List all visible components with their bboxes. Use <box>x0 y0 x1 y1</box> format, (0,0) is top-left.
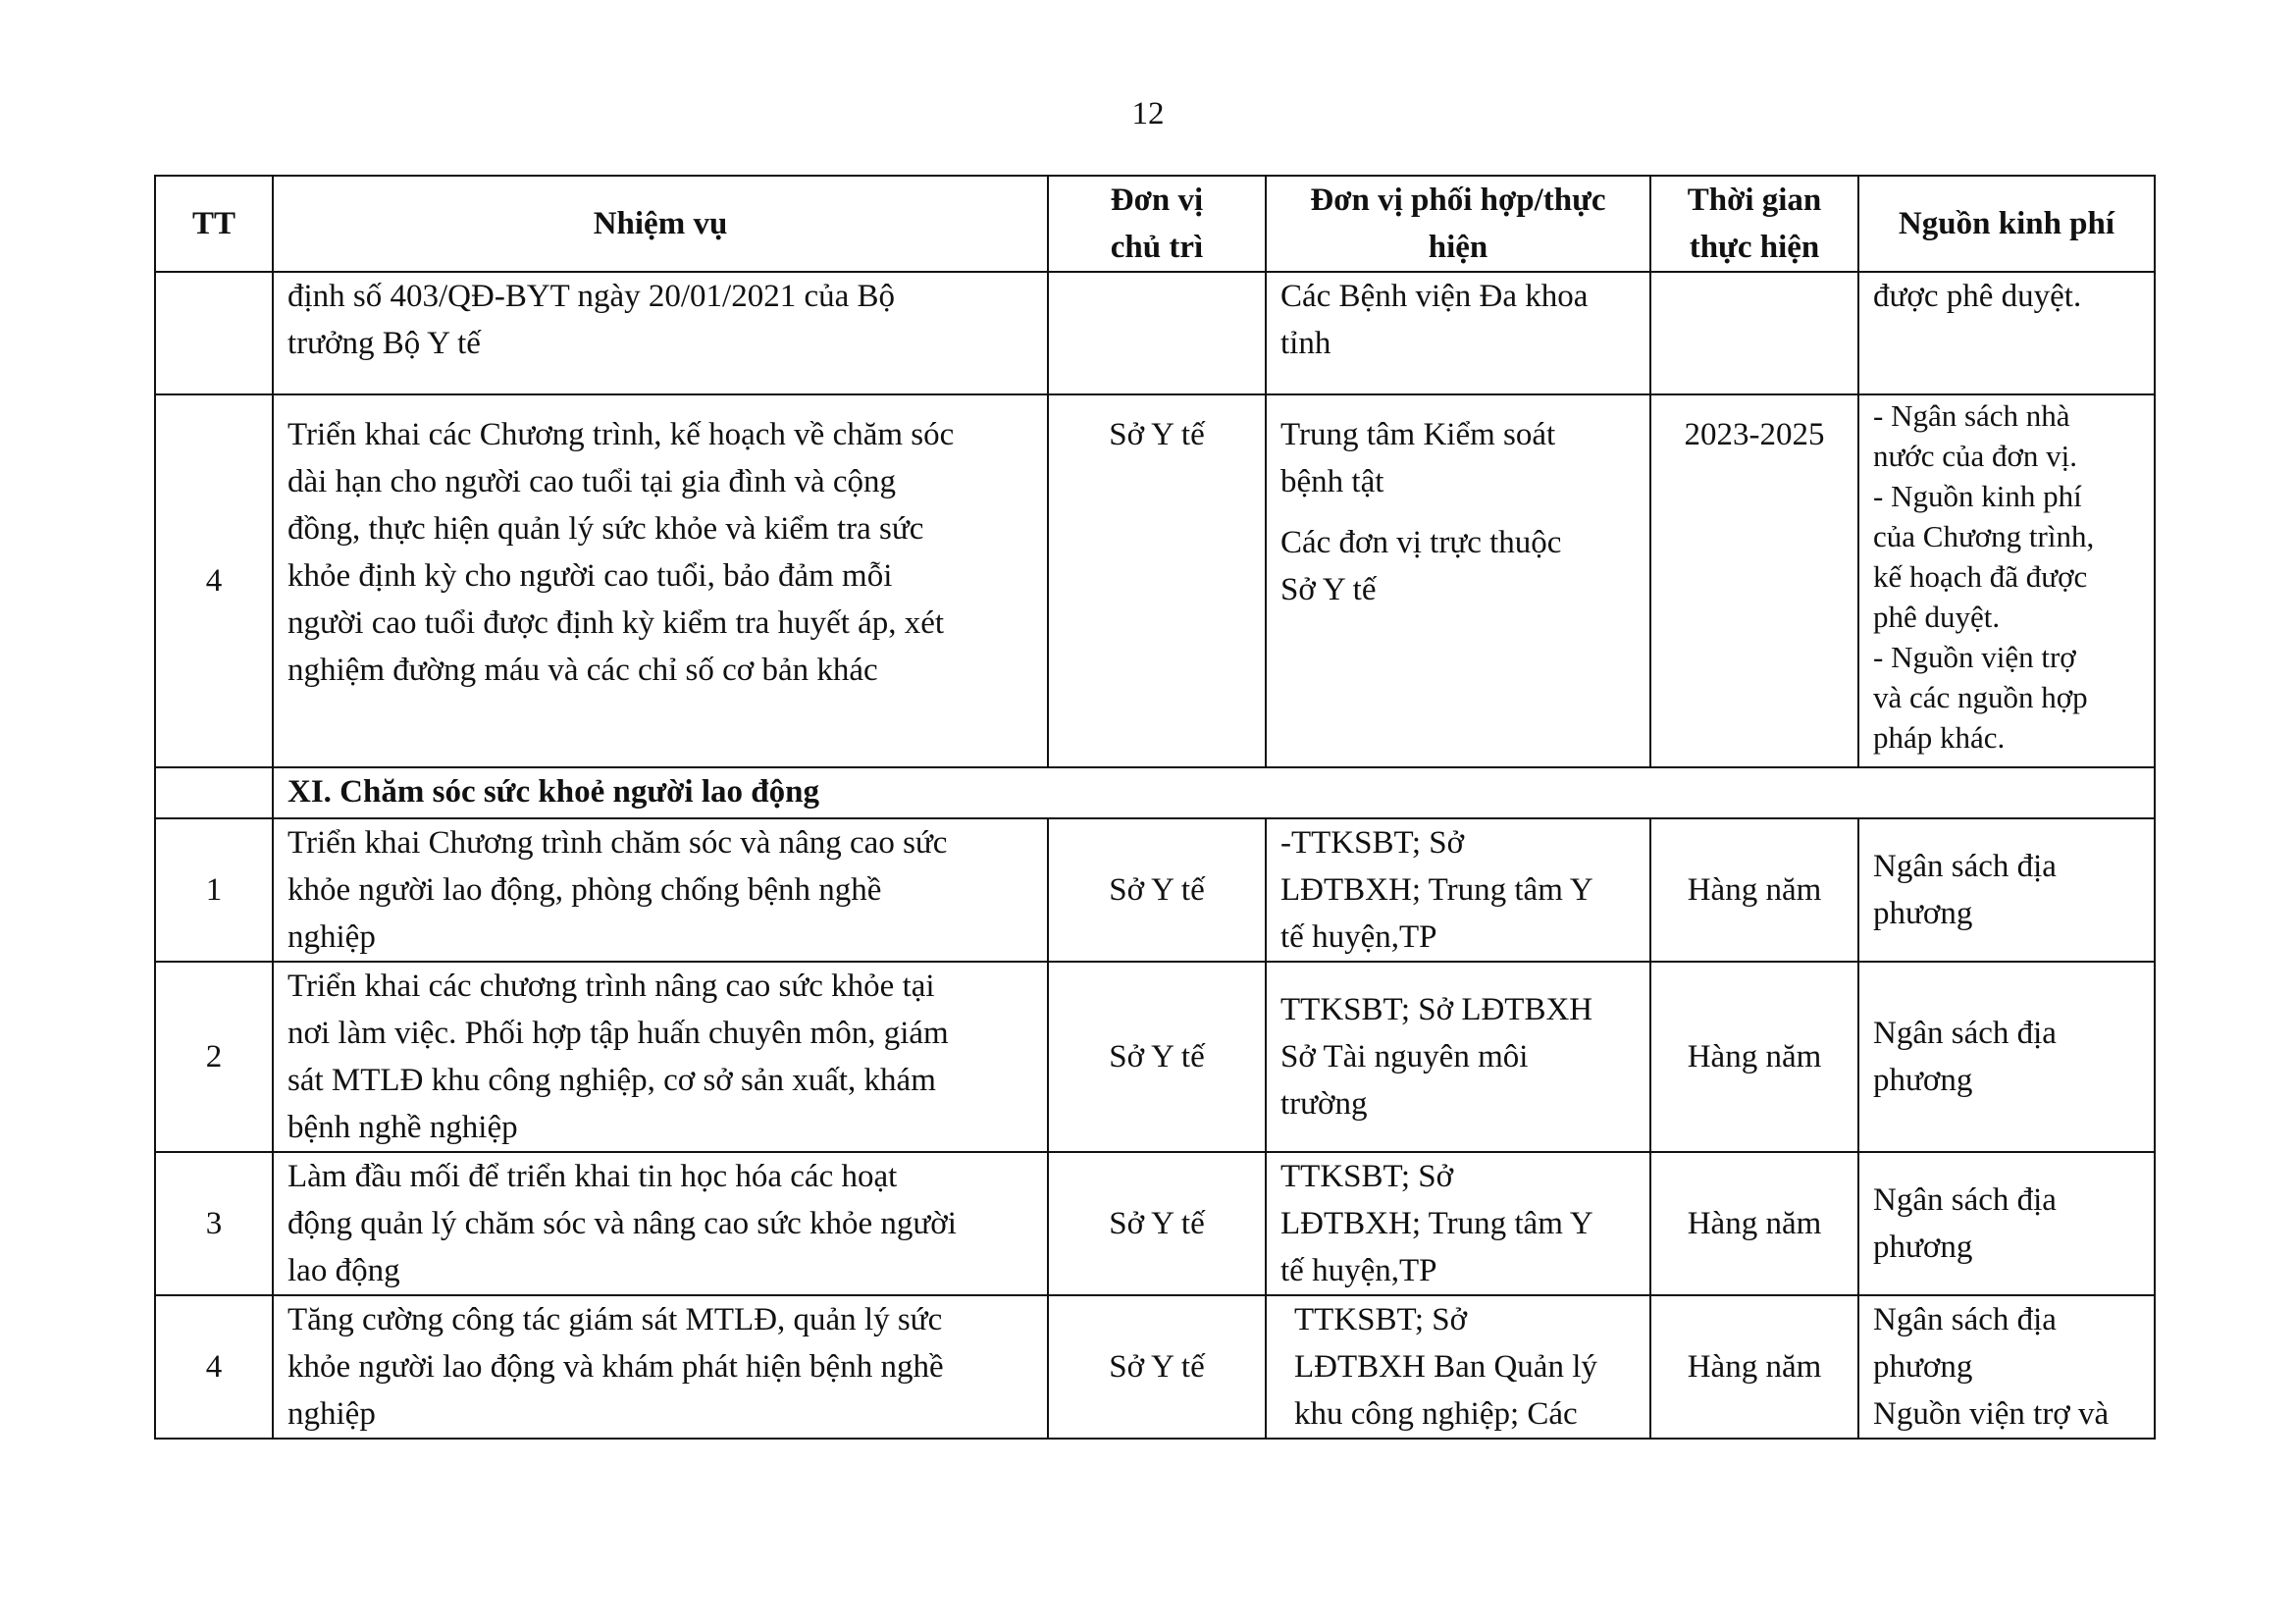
table-row-continued <box>155 272 2155 394</box>
coop-line: Sở Tài nguyên môi <box>1280 1039 1529 1074</box>
fund-line: - Nguồn kinh phí <box>1873 479 2082 513</box>
cell-fund <box>1858 818 2155 962</box>
cell-coop <box>1266 1152 1650 1295</box>
cell-coop <box>1266 394 1650 767</box>
task-line: Triển khai các Chương trình, kế hoạch về chăm sóc <box>287 417 955 452</box>
cell-lead: Sở Y tế <box>1048 1295 1266 1439</box>
cell-time: 2023-2025 <box>1650 394 1858 767</box>
fund-line: Ngân sách địa <box>1873 849 2057 884</box>
task-line: nghiệm đường máu và các chỉ số cơ bản khác <box>287 653 878 688</box>
cell-lead: Sở Y tế <box>1048 818 1266 962</box>
cell-fund: được phê duyệt. <box>1858 272 2155 394</box>
coop-line: Sở Y tế <box>1280 572 1377 607</box>
table-header-row <box>155 176 2155 272</box>
header-lead-line2: chủ trì <box>1110 230 1204 265</box>
task-line: Triển khai Chương trình chăm sóc và nâng cao sức <box>287 825 948 861</box>
cell-task <box>273 818 1048 962</box>
task-line: khỏe người lao động và khám phát hiện bệnh nghề <box>287 1349 944 1385</box>
table-row <box>155 962 2155 1152</box>
coop-line: Các đơn vị trực thuộc <box>1280 525 1562 560</box>
task-line: bệnh nghề nghiệp <box>287 1110 518 1145</box>
table-row <box>155 1152 2155 1295</box>
cell-task <box>273 1152 1048 1295</box>
header-time <box>1650 176 1858 272</box>
cell-tt: 4 <box>155 394 273 767</box>
fund-line: phương <box>1873 1063 1973 1098</box>
cell-tt <box>155 272 273 394</box>
task-line: Làm đầu mối để triển khai tin học hóa các hoạt <box>287 1159 898 1194</box>
coop-line: Các Bệnh viện Đa khoa <box>1280 279 1589 314</box>
cell-time: Hàng năm <box>1650 1295 1858 1439</box>
coop-line: trường <box>1280 1086 1368 1122</box>
cell-task <box>273 272 1048 394</box>
fund-line: - Ngân sách nhà <box>1873 398 2070 433</box>
coop-line: TTKSBT; Sở <box>1294 1302 1468 1337</box>
cell-coop <box>1266 1295 1650 1439</box>
fund-line: phương <box>1873 1349 1973 1385</box>
coop-paragraph <box>1280 519 1636 613</box>
coop-line: LĐTBXH; Trung tâm Y <box>1280 1206 1593 1241</box>
task-line: khỏe người lao động, phòng chống bệnh nghề <box>287 872 882 908</box>
cell-task <box>273 962 1048 1152</box>
coop-line: LĐTBXH; Trung tâm Y <box>1280 872 1593 908</box>
task-line: trưởng Bộ Y tế <box>287 326 481 361</box>
task-line: dài hạn cho người cao tuổi tại gia đình và cộng <box>287 464 897 499</box>
cell-tt <box>155 767 273 818</box>
cell-time: Hàng năm <box>1650 962 1858 1152</box>
task-line: đồng, thực hiện quản lý sức khỏe và kiểm tra sức <box>287 511 924 547</box>
coop-line: LĐTBXH Ban Quản lý <box>1294 1349 1597 1385</box>
fund-line: phương <box>1873 896 1973 931</box>
task-line: lao động <box>287 1253 400 1288</box>
table-row <box>155 818 2155 962</box>
task-line: động quản lý chăm sóc và nâng cao sức khỏe người <box>287 1206 957 1241</box>
fund-line: - Nguồn viện trợ <box>1873 640 2076 674</box>
page-number: 12 <box>1131 96 1165 131</box>
cell-tt: 1 <box>155 818 273 962</box>
task-line: khỏe định kỳ cho người cao tuổi, bảo đảm mỗi <box>287 558 893 594</box>
header-task: Nhiệm vụ <box>273 176 1048 272</box>
coop-line: bệnh tật <box>1280 464 1384 499</box>
cell-task <box>273 1295 1048 1439</box>
header-coop-unit <box>1266 176 1650 272</box>
coop-line: TTKSBT; Sở LĐTBXH <box>1280 992 1593 1027</box>
fund-line: phê duyệt. <box>1873 600 2001 634</box>
task-line: nơi làm việc. Phối hợp tập huấn chuyên môn, giám <box>287 1016 949 1051</box>
task-line: sát MTLĐ khu công nghiệp, cơ sở sản xuất, khám <box>287 1063 936 1098</box>
coop-line: tế huyện,TP <box>1280 1253 1437 1288</box>
task-table <box>154 175 2156 1440</box>
cell-fund <box>1858 962 2155 1152</box>
task-line: Triển khai các chương trình nâng cao sức khỏe tại <box>287 969 935 1004</box>
cell-time: Hàng năm <box>1650 1152 1858 1295</box>
fund-line: phương <box>1873 1230 1973 1265</box>
fund-line: Nguồn viện trợ và <box>1873 1396 2110 1432</box>
coop-line: TTKSBT; Sở <box>1280 1159 1454 1194</box>
cell-lead: Sở Y tế <box>1048 1152 1266 1295</box>
coop-line: Trung tâm Kiểm soát <box>1280 417 1556 452</box>
header-fund: Nguồn kinh phí <box>1858 176 2155 272</box>
header-lead-unit <box>1048 176 1266 272</box>
header-lead-line1: Đơn vị <box>1110 183 1204 218</box>
fund-line: nước của đơn vị. <box>1873 439 2077 473</box>
fund-line: Ngân sách địa <box>1873 1182 2057 1218</box>
task-line: định số 403/QĐ-BYT ngày 20/01/2021 của Bộ <box>287 279 896 314</box>
coop-line: khu công nghiệp; Các <box>1294 1396 1578 1432</box>
fund-line: pháp khác. <box>1873 720 2006 755</box>
header-time-line2: thực hiện <box>1689 230 1820 265</box>
header-time-line1: Thời gian <box>1687 183 1822 218</box>
coop-paragraph <box>1280 411 1636 505</box>
header-coop-line1: Đơn vị phối hợp/thực <box>1310 183 1606 218</box>
cell-fund <box>1858 1295 2155 1439</box>
cell-time: Hàng năm <box>1650 818 1858 962</box>
section-row <box>155 767 2155 818</box>
task-line: Tăng cường công tác giám sát MTLĐ, quản lý sức <box>287 1302 943 1337</box>
cell-lead: Sở Y tế <box>1048 962 1266 1152</box>
table-row <box>155 1295 2155 1439</box>
task-line: người cao tuổi được định kỳ kiểm tra huyết áp, xét <box>287 605 945 641</box>
fund-line: và các nguồn hợp <box>1873 680 2088 714</box>
fund-line: của Chương trình, <box>1873 519 2095 553</box>
cell-tt: 2 <box>155 962 273 1152</box>
cell-time <box>1650 272 1858 394</box>
fund-line: kế hoạch đã được <box>1873 559 2088 594</box>
task-line: nghiệp <box>287 1396 376 1432</box>
cell-coop <box>1266 272 1650 394</box>
cell-tt: 3 <box>155 1152 273 1295</box>
cell-lead: Sở Y tế <box>1048 394 1266 767</box>
fund-line: Ngân sách địa <box>1873 1302 2057 1337</box>
task-line: nghiệp <box>287 919 376 955</box>
fund-line: Ngân sách địa <box>1873 1016 2057 1051</box>
cell-task <box>273 394 1048 767</box>
section-title: XI. Chăm sóc sức khoẻ người lao động <box>273 767 2155 818</box>
table-row <box>155 394 2155 767</box>
coop-line: tỉnh <box>1280 326 1331 361</box>
header-coop-line2: hiện <box>1428 230 1488 265</box>
cell-lead <box>1048 272 1266 394</box>
cell-coop <box>1266 818 1650 962</box>
cell-tt: 4 <box>155 1295 273 1439</box>
cell-fund <box>1858 1152 2155 1295</box>
coop-line: tế huyện,TP <box>1280 919 1437 955</box>
coop-line: -TTKSBT; Sở <box>1280 825 1465 861</box>
cell-fund <box>1858 394 2155 767</box>
cell-coop <box>1266 962 1650 1152</box>
header-tt: TT <box>155 176 273 272</box>
